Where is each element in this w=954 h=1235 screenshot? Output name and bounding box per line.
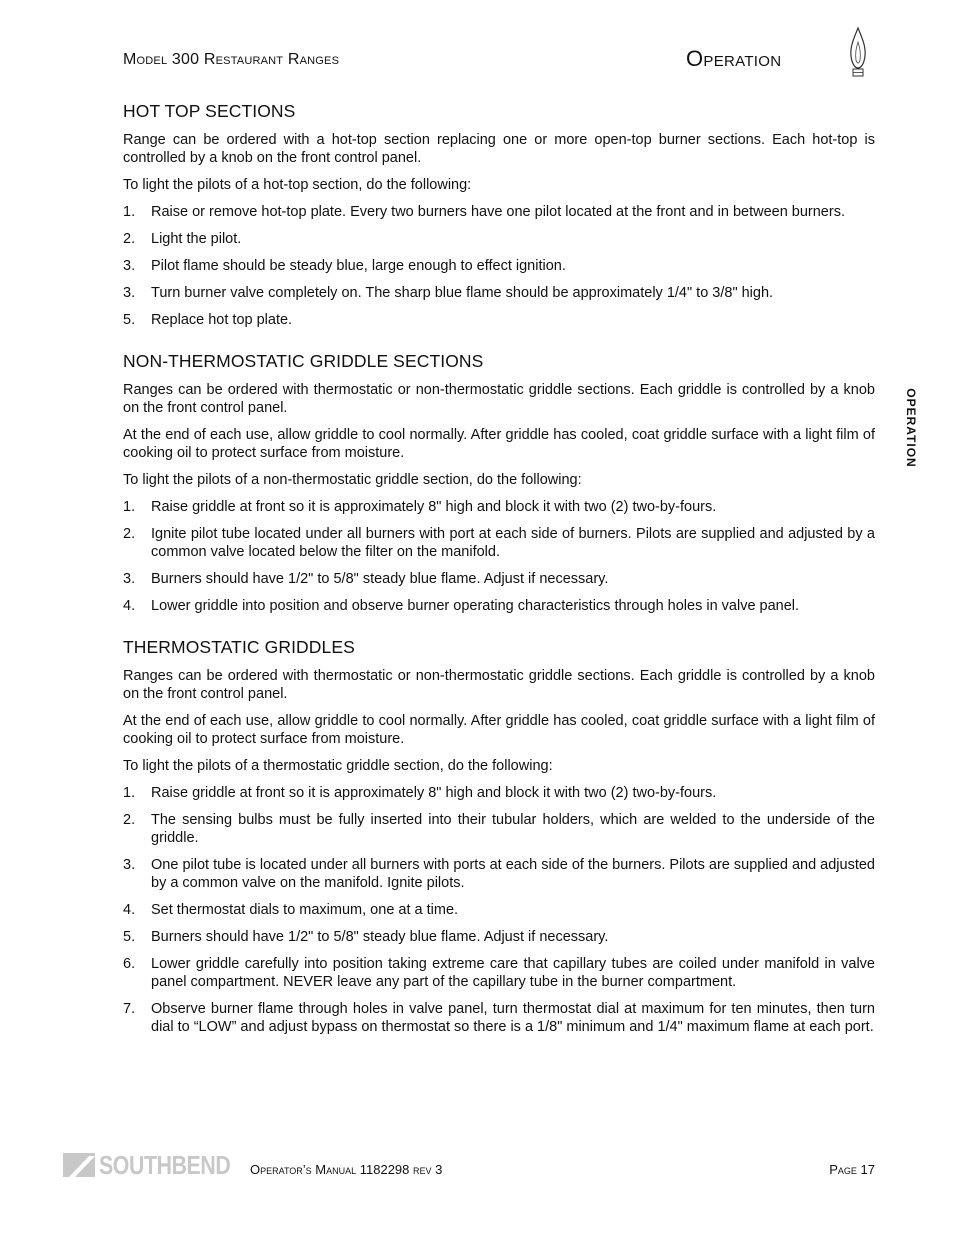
section-heading: HOT TOP SECTIONS xyxy=(123,101,296,121)
list-item xyxy=(123,1000,875,1036)
list-item xyxy=(123,230,875,248)
step-number: 4. xyxy=(123,598,136,614)
step-text: The sensing bulbs must be fully inserted into their tubular holders, which are welded to the underside of the griddle. xyxy=(151,812,875,846)
section-heading: NON-THERMOSTATIC GRIDDLE SECTIONS xyxy=(123,351,484,371)
list-item xyxy=(123,856,875,892)
step-number: 6. xyxy=(123,956,136,972)
list-item xyxy=(123,570,875,588)
candle-flame-icon xyxy=(845,26,871,78)
paragraph: Range can be ordered with a hot-top section replacing one or more open-top burner sections. Each hot-top is controlled by a knob on the front control panel. xyxy=(123,132,875,166)
header-model-title: Model 300 Restaurant Ranges xyxy=(123,51,340,68)
logo-text: SOUTHBEND xyxy=(99,1150,231,1180)
paragraph: Ranges can be ordered with thermostatic or non-thermostatic griddle sections. Each griddle is controlled by a knob on the front control panel. xyxy=(123,668,875,702)
step-text: Pilot flame should be steady blue, large enough to effect ignition. xyxy=(151,258,566,274)
list-item xyxy=(123,257,875,275)
footer-page-number: Page 17 xyxy=(829,1162,875,1177)
step-text: Raise or remove hot-top plate. Every two burners have one pilot located at the front and in between burners. xyxy=(151,204,845,220)
step-text: Lower griddle into position and observe burner operating characteristics through holes in valve panel. xyxy=(151,598,800,614)
step-number: 5. xyxy=(123,929,136,945)
section-thermostatic-griddles xyxy=(123,637,875,1036)
step-text: Replace hot top plate. xyxy=(151,312,293,328)
step-number: 1. xyxy=(123,204,136,220)
list-item xyxy=(123,784,875,802)
steps-list xyxy=(123,784,875,1036)
step-text: Raise griddle at front so it is approximately 8" high and block it with two (2) two-by-fours. xyxy=(151,785,717,801)
step-text: Light the pilot. xyxy=(151,231,242,247)
list-item xyxy=(123,597,875,615)
footer-manual: Operator’s Manual 1182298 rev 3 xyxy=(250,1162,443,1177)
step-text: Lower griddle carefully into position taking extreme care that capillary tubes are coiled under manifold in valve panel compartment. NEVER leave any part of the capillary tube in the burner compartment. xyxy=(151,956,875,990)
step-text: Observe burner flame through holes in valve panel, turn thermostat dial at maximum for ten minutes, then turn dial to “LOW” and adjust bypass on thermostat so there is a 1/8" minimum and 1/4" maximum flame at each port. xyxy=(151,1001,875,1035)
section-hot-top xyxy=(123,101,875,329)
list-item xyxy=(123,811,875,847)
step-number: 2. xyxy=(123,231,136,247)
paragraph: To light the pilots of a hot-top section, do the following: xyxy=(123,177,472,193)
steps-list xyxy=(123,203,875,329)
section-non-thermostatic-griddle xyxy=(123,351,875,615)
southbend-logo xyxy=(63,1150,233,1180)
step-number: 5. xyxy=(123,312,136,328)
paragraph: To light the pilots of a thermostatic griddle section, do the following: xyxy=(123,758,553,774)
logo-mark-icon xyxy=(63,1153,95,1177)
step-number: 2. xyxy=(123,526,136,542)
step-text: Raise griddle at front so it is approximately 8" high and block it with two (2) two-by-fours. xyxy=(151,499,717,515)
side-tab-label: OPERATION xyxy=(904,388,918,468)
step-number: 3. xyxy=(123,857,136,873)
step-number: 3. xyxy=(123,285,136,301)
step-text: Turn burner valve completely on. The sharp blue flame should be approximately 1/4" to 3/8" high. xyxy=(151,285,774,301)
list-item xyxy=(123,203,875,221)
step-number: 3. xyxy=(123,258,136,274)
paragraph: At the end of each use, allow griddle to cool normally. After griddle has cooled, coat griddle surface with a light film of cooking oil to protect surface from moisture. xyxy=(123,713,875,747)
header-section-title: Operation xyxy=(686,46,782,71)
steps-list xyxy=(123,498,875,615)
side-tab xyxy=(901,383,921,473)
step-number: 2. xyxy=(123,812,136,828)
step-text: Ignite pilot tube located under all burners with port at each side of burners. Pilots are supplied and adjusted by a common valve located below the filter on the manifold. xyxy=(151,526,875,560)
step-text: Burners should have 1/2" to 5/8" steady blue flame. Adjust if necessary. xyxy=(151,571,609,587)
list-item xyxy=(123,525,875,561)
step-number: 1. xyxy=(123,499,136,515)
list-item xyxy=(123,284,875,302)
list-item xyxy=(123,928,875,946)
step-text: One pilot tube is located under all burners with ports at each side of the burners. Pilots are supplied and adjusted by a common valve on the manifold. Ignite pilots. xyxy=(151,857,875,891)
section-heading: THERMOSTATIC GRIDDLES xyxy=(123,637,355,657)
step-number: 4. xyxy=(123,902,136,918)
paragraph: At the end of each use, allow griddle to cool normally. After griddle has cooled, coat griddle surface with a light film of cooking oil to protect surface from moisture. xyxy=(123,427,875,461)
step-number: 1. xyxy=(123,785,136,801)
step-text: Set thermostat dials to maximum, one at a time. xyxy=(151,902,459,918)
step-number: 3. xyxy=(123,571,136,587)
list-item xyxy=(123,498,875,516)
step-number: 7. xyxy=(123,1001,136,1017)
paragraph: Ranges can be ordered with thermostatic or non-thermostatic griddle sections. Each griddle is controlled by a knob on the front control panel. xyxy=(123,382,875,416)
list-item xyxy=(123,901,875,919)
list-item xyxy=(123,955,875,991)
list-item xyxy=(123,311,875,329)
step-text: Burners should have 1/2" to 5/8" steady blue flame. Adjust if necessary. xyxy=(151,929,609,945)
page-content xyxy=(123,101,875,1058)
paragraph: To light the pilots of a non-thermostatic griddle section, do the following: xyxy=(123,472,582,488)
